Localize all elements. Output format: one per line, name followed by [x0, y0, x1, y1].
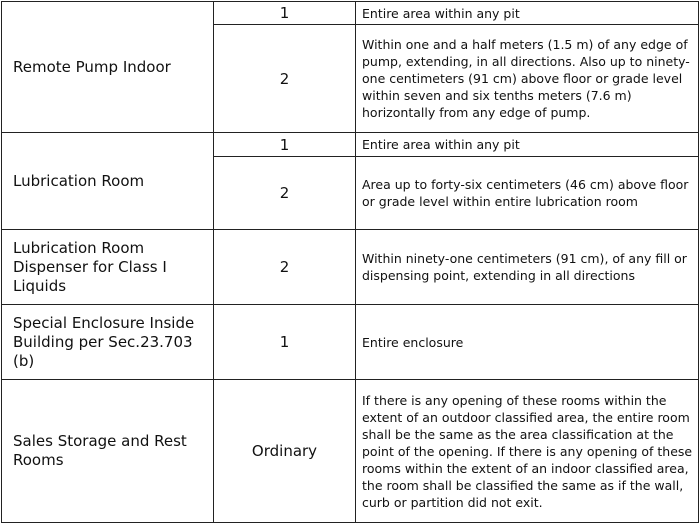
location-cell: Remote Pump Indoor: [2, 2, 214, 133]
table-row: [2, 133, 699, 157]
division-cell: Ordinary: [214, 380, 356, 523]
table-row: [2, 2, 699, 25]
extent-cell: Area up to forty-six centimeters (46 cm) above floor or grade level within entire lubrication room: [356, 157, 699, 230]
table-row: [2, 380, 699, 523]
extent-cell: Within ninety-one centimeters (91 cm), of any fill or dispensing point, extending in all directions: [356, 230, 699, 305]
location-cell: Special Enclosure Inside Building per Sec.23.703 (b): [2, 305, 214, 380]
table-row: [2, 305, 699, 380]
location-cell: Sales Storage and Rest Rooms: [2, 380, 214, 523]
division-cell: 1: [214, 2, 356, 25]
table-row: [2, 230, 699, 305]
extent-cell: Entire enclosure: [356, 305, 699, 380]
classification-table: [1, 1, 699, 523]
extent-cell: If there is any opening of these rooms within the extent of an outdoor classified area, the entire room shall be the same as the area classification at the point of the opening. If there is any opening of these rooms within the extent of an indoor classified area, the room shall be classified the same as if the wall, curb or partition did not exit.: [356, 380, 699, 523]
division-cell: 1: [214, 305, 356, 380]
division-cell: 1: [214, 133, 356, 157]
division-cell: 2: [214, 230, 356, 305]
extent-cell: Entire area within any pit: [356, 2, 699, 25]
location-cell: Lubrication Room: [2, 133, 214, 230]
division-cell: 2: [214, 157, 356, 230]
location-cell: Lubrication Room Dispenser for Class I Liquids: [2, 230, 214, 305]
division-cell: 2: [214, 25, 356, 133]
extent-cell: Within one and a half meters (1.5 m) of any edge of pump, extending, in all directions. Also up to ninety-one centimeters (91 cm) above floor or grade level within seven and six tenths meters (7.6 m) horizontally from any edge of pump.: [356, 25, 699, 133]
extent-cell: Entire area within any pit: [356, 133, 699, 157]
